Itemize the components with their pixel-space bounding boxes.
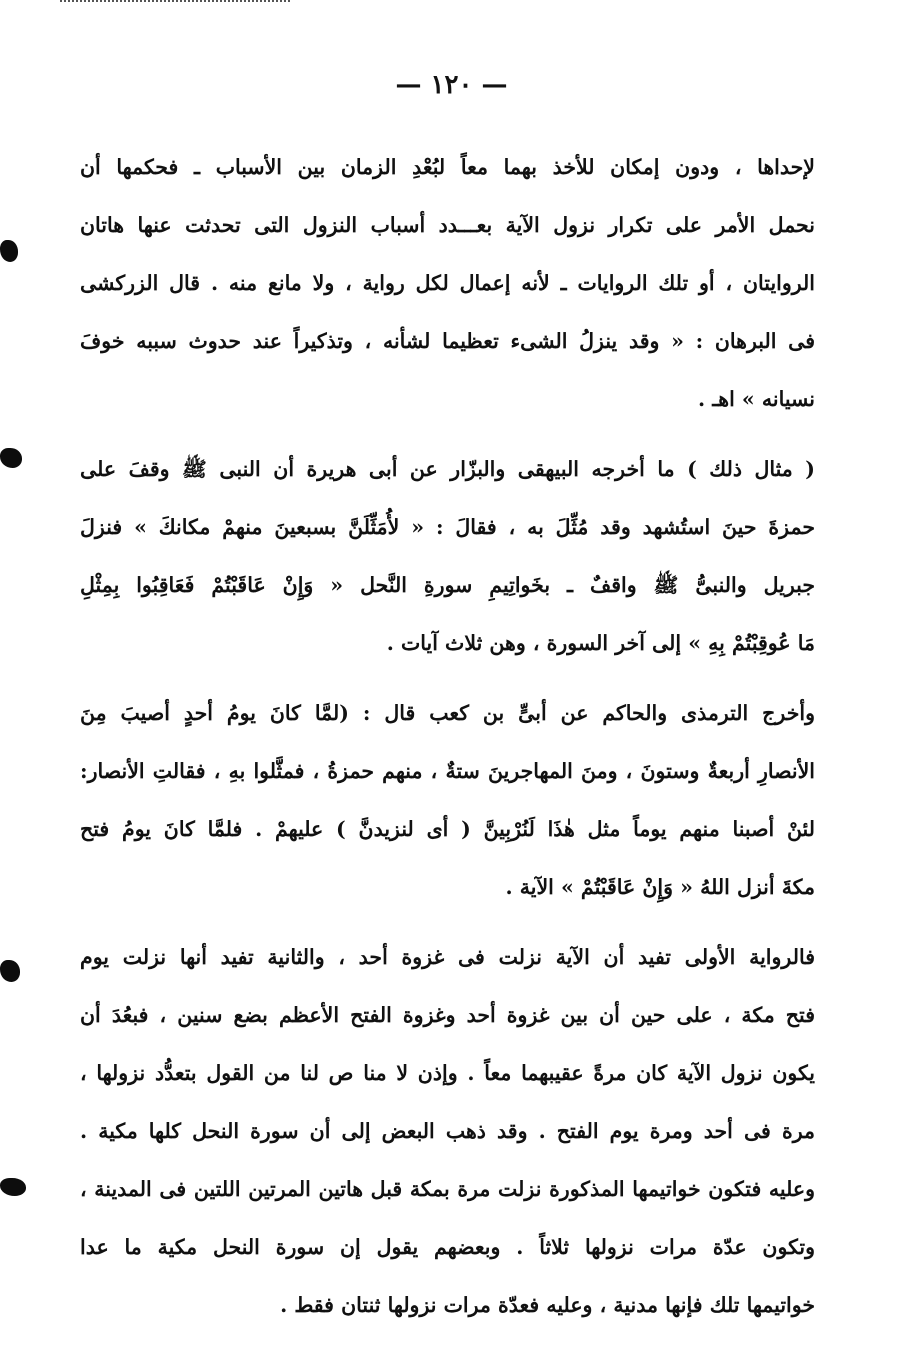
text-line: جبريل والنبىُّ ﷺ واقفٌ ـ بخَواتِيمِ سورةِ النَّحل « وَإِنْ عَاقَبْتُمْ فَعَاقِبُوا بِمِثْلِ	[80, 573, 815, 597]
text-line: خواتيمها تلك فإنها مدنية ، وعليه فعدّة مرات نزولها ثنتان فقط .	[280, 1293, 815, 1317]
text-line: يكون نزول الآية كان مرةً عقيبهما معاً . وإذن لا منا ص لنا من القول بتعدُّد نزولها ،	[80, 1061, 815, 1085]
ink-blot	[0, 1178, 26, 1196]
text-line: نسيانه » اهـ .	[698, 387, 815, 411]
text-line: مَا عُوقِبْتُمْ بِهِ » إلى آخر السورة ، وهن ثلاث آيات .	[386, 631, 815, 655]
text-line: وتكون عدّة مرات نزولها ثلاثاً . وبعضهم يقول إن سورة النحل مكية ما عدا	[80, 1235, 815, 1259]
text-line: لئنْ أصبنا منهم يوماً مثل هٰذَا لَنُرْبِينَّ ( أى لنزيدنَّ ) عليهمْ . فلمَّا كانَ يومُ فتح	[80, 817, 815, 841]
page-number: — ١٢٠ —	[395, 70, 508, 100]
text-line: فى البرهان : « وقد ينزلُ الشىء تعظيما لشأنه ، وتذكيراً عند حدوث سببه خوفَ	[80, 329, 815, 353]
paragraph-2	[80, 440, 815, 672]
page-body	[80, 138, 815, 1334]
text-line: الأنصارِ أربعةٌ وستونَ ، ومنَ المهاجرينَ ستةٌ ، منهم حمزةُ ، فمثَّلوا بهِ ، فقالتِ الأنصار:	[80, 759, 815, 783]
text-line: حمزةَ حينَ استُشهد وقد مُثِّلَ به ، فقالَ : « لأُمَثِّلَنَّ بسبعينَ منهمْ مكانكَ » فنزلَ	[80, 515, 815, 539]
paragraph-4	[80, 928, 815, 1334]
text-line: نحمل الأمر على تكرار نزول الآية بعـــدد أسباب النزول التى تحدثت عنها هاتان	[80, 213, 815, 237]
text-line: وعليه فتكون خواتيمها المذكورة نزلت مرة بمكة قبل هاتين المرتين اللتين فى المدينة ،	[80, 1177, 815, 1201]
text-line: الروايتان ، أو تلك الروايات ـ لأنه إعمال لكل رواية ، ولا مانع منه . قال الزركشى	[80, 271, 815, 295]
paragraph-3	[80, 684, 815, 916]
top-edge-mark	[60, 0, 290, 4]
text-line: لإحداها ، ودون إمكان للأخذ بهما معاً لبُعْدِ الزمان بين الأسباب ـ فحكمها أن	[80, 155, 815, 179]
text-line: فتح مكة ، على حين أن بين غزوة أحد وغزوة الفتح الأعظم بضع سنين ، فبعُدَ أن	[80, 1003, 815, 1027]
text-line: مكةَ أنزل اللهُ « وَإِنْ عَاقَبْتُمْ » الآية .	[505, 875, 815, 899]
text-line: وأخرج الترمذى والحاكم عن أبىٍّ بن كعب قال : (لمَّا كانَ يومُ أحدٍ أصيبَ مِنَ	[80, 701, 815, 725]
text-line: ( مثال ذلك ) ما أخرجه البيهقى والبزّار عن أبى هريرة أن النبى ﷺ وقفَ على	[80, 457, 815, 481]
text-line: مرة فى أحد ومرة يوم الفتح . وقد ذهب البعض إلى أن سورة النحل كلها مكية .	[80, 1119, 815, 1143]
ink-blot	[0, 960, 20, 982]
paragraph-1	[80, 138, 815, 428]
ink-blot	[0, 240, 18, 262]
ink-blot	[0, 448, 22, 468]
text-line: فالرواية الأولى تفيد أن الآية نزلت فى غزوة أحد ، والثانية تفيد أنها نزلت يوم	[80, 945, 815, 969]
